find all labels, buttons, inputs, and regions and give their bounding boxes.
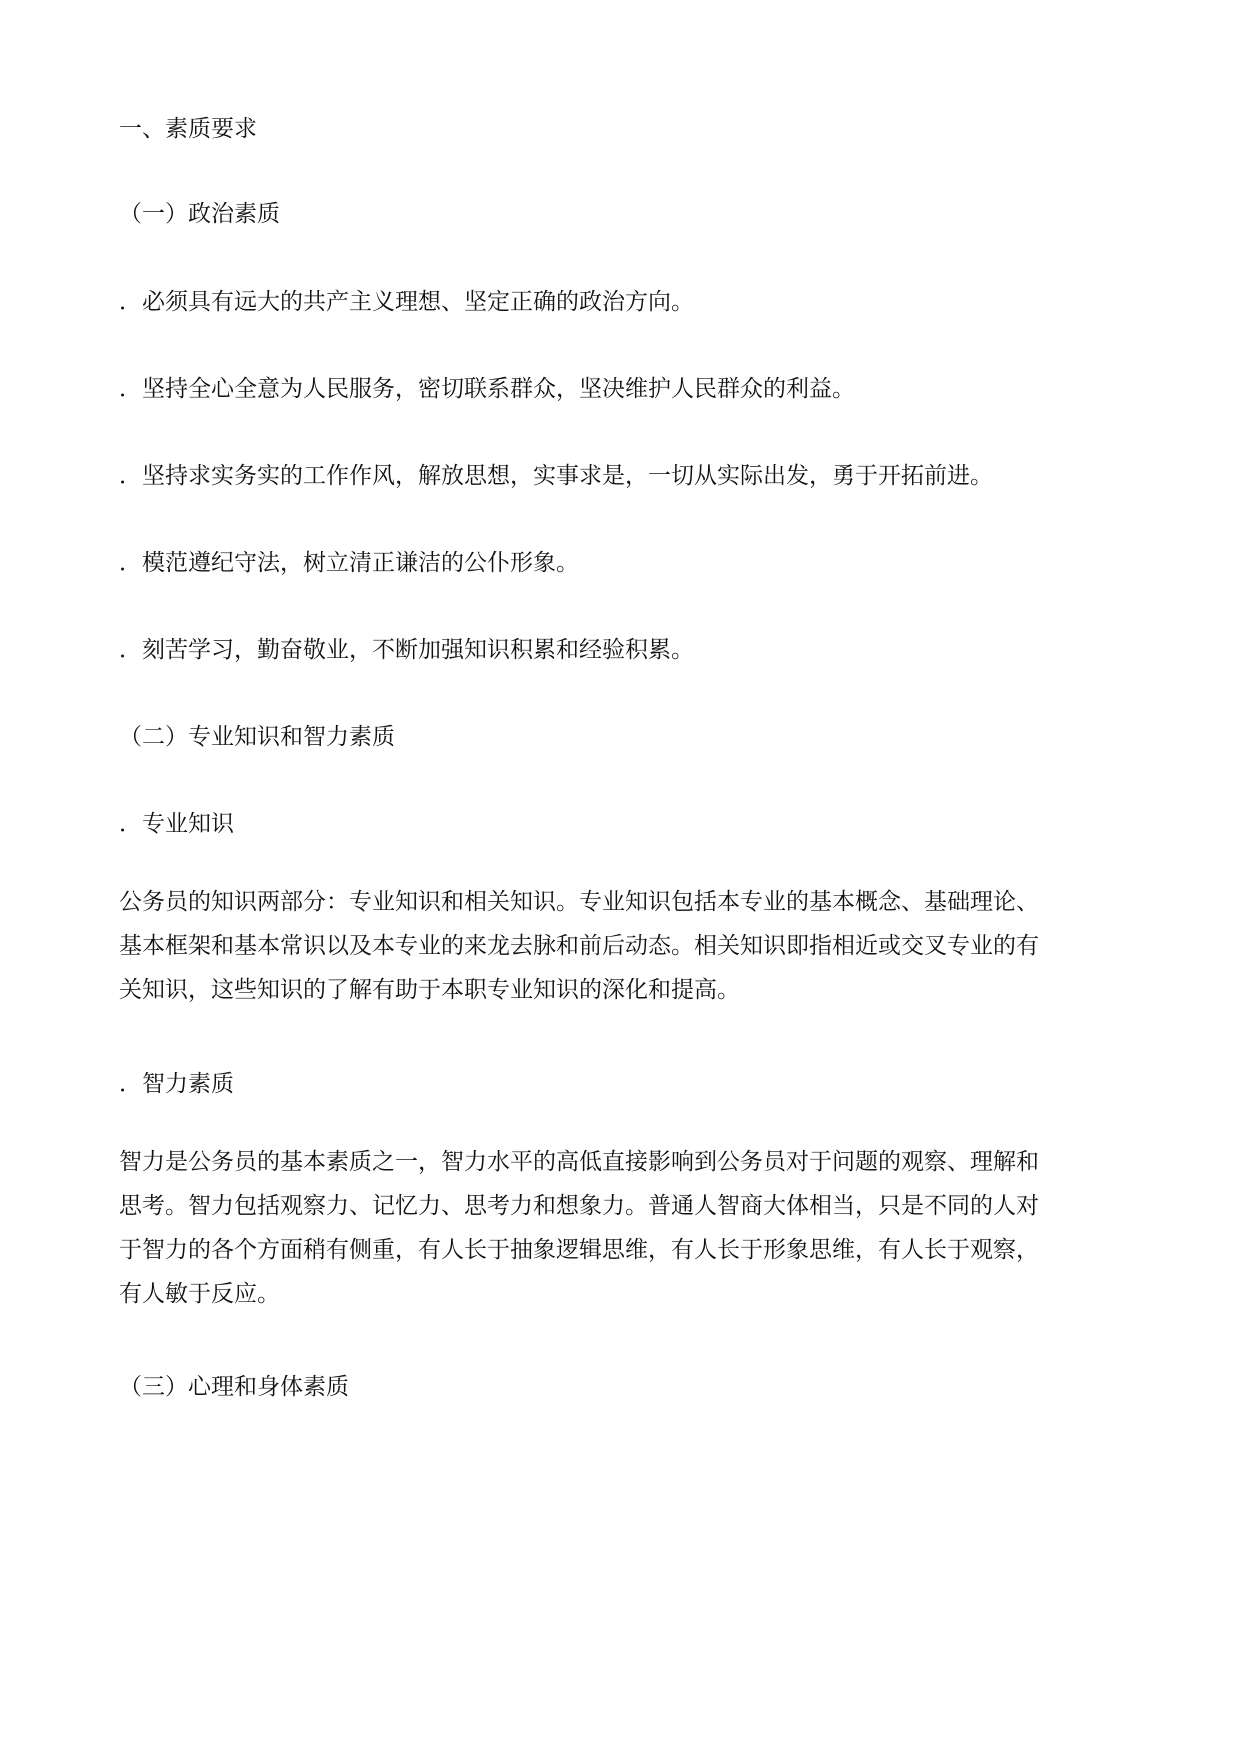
list-item: ．必须具有远大的共产主义理想、坚定正确的政治方向。: [119, 289, 694, 315]
paragraph-line: 有人敏于反应。: [119, 1281, 280, 1307]
list-item: ．坚持全心全意为人民服务，密切联系群众，坚决维护人民群众的利益。: [119, 376, 855, 402]
paragraph-line: 公务员的知识两部分：专业知识和相关知识。专业知识包括本专业的基本概念、基础理论、: [119, 889, 1039, 915]
heading-quality-requirements: 一、素质要求: [119, 116, 257, 142]
paragraph-line: 基本框架和基本常识以及本专业的来龙去脉和前后动态。相关知识即指相近或交叉专业的有: [119, 933, 1039, 959]
paragraph-professional-knowledge: [119, 880, 1129, 1012]
section-title-professional-knowledge: （二）专业知识和智力素质: [119, 724, 395, 750]
paragraph-line: 智力是公务员的基本素质之一，智力水平的高低直接影响到公务员对于问题的观察、理解和: [119, 1149, 1039, 1175]
section-title-psychological-physical: （三）心理和身体素质: [119, 1374, 349, 1400]
section-title-political-quality: （一）政治素质: [119, 201, 280, 227]
list-item: ．刻苦学习，勤奋敬业，不断加强知识积累和经验积累。: [119, 637, 694, 663]
paragraph-line: 于智力的各个方面稍有侧重，有人长于抽象逻辑思维，有人长于形象思维，有人长于观察，: [119, 1237, 1039, 1263]
subsection-title-intelligence: ．智力素质: [119, 1071, 234, 1097]
paragraph-intelligence: [119, 1140, 1129, 1316]
paragraph-line: 关知识，这些知识的了解有助于本职专业知识的深化和提高。: [119, 977, 740, 1003]
list-item: ．坚持求实务实的工作作风，解放思想，实事求是，一切从实际出发，勇于开拓前进。: [119, 463, 993, 489]
paragraph-line: 思考。智力包括观察力、记忆力、思考力和想象力。普通人智商大体相当，只是不同的人对: [119, 1193, 1039, 1219]
subsection-title-professional-knowledge: ．专业知识: [119, 811, 234, 837]
list-item: ．模范遵纪守法，树立清正谦洁的公仆形象。: [119, 550, 579, 576]
